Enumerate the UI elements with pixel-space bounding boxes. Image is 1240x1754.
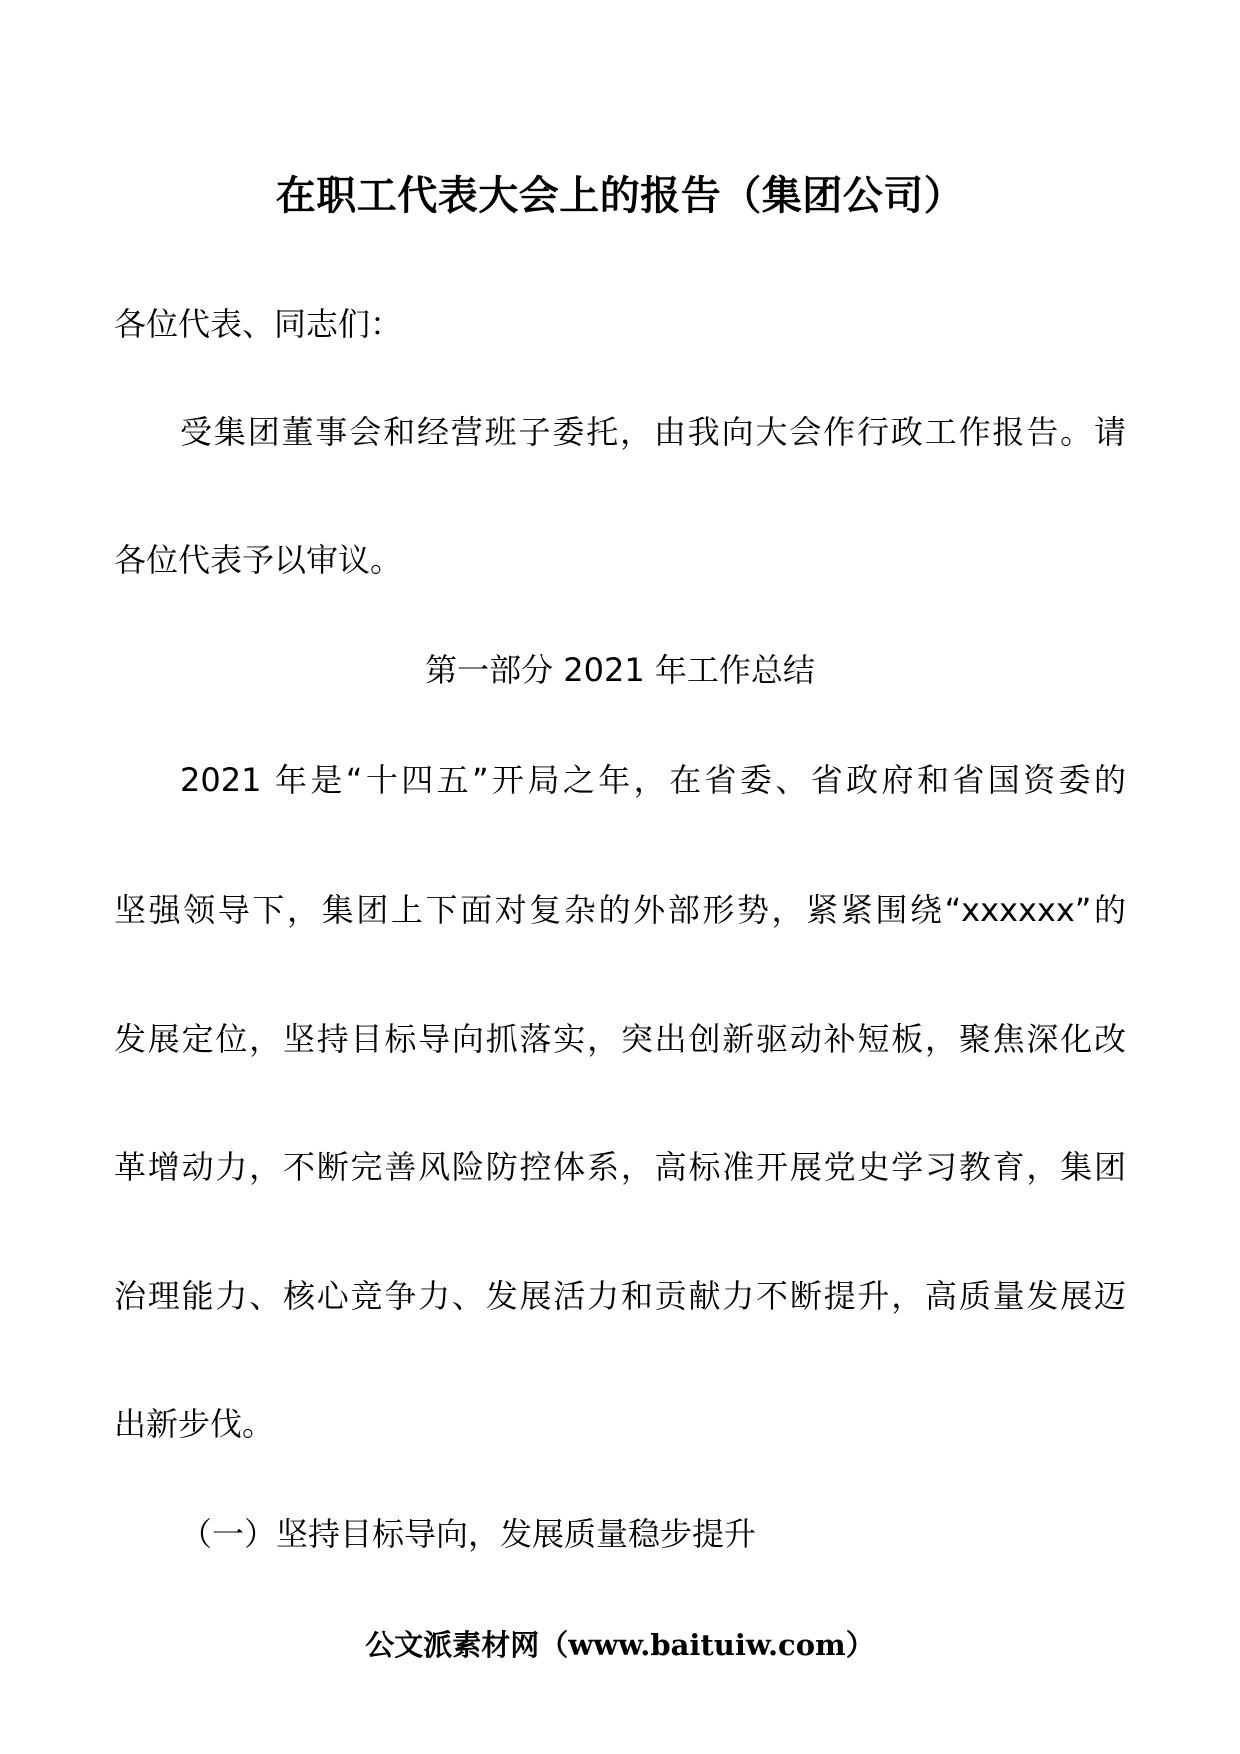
- summary-line-3: 发展定位，坚持目标导向抓落实，突出创新驱动补短板，聚焦深化改: [114, 1020, 1126, 1058]
- footer-source: 公文派素材网（www.baituiw.com）: [365, 1628, 875, 1662]
- salutation: 各位代表、同志们：: [114, 305, 403, 343]
- section-heading: 第一部分 2021 年工作总结: [425, 651, 815, 689]
- summary-line-2: 坚强领导下，集团上下面对复杂的外部形势，紧紧围绕“xxxxxx”的: [114, 891, 1126, 929]
- summary-line-1: 2021 年是“十四五”开局之年，在省委、省政府和省国资委的: [180, 761, 1126, 799]
- subheading: （一）坚持目标导向，发展质量稳步提升: [180, 1515, 757, 1553]
- document-title: 在职工代表大会上的报告（集团公司）: [275, 173, 965, 219]
- intro-line-2: 各位代表予以审议。: [114, 541, 403, 579]
- summary-line-4: 革增动力，不断完善风险防控体系，高标准开展党史学习教育，集团: [114, 1148, 1126, 1186]
- intro-line-1: 受集团董事会和经营班子委托，由我向大会作行政工作报告。请: [180, 413, 1126, 451]
- summary-line-6: 出新步伐。: [114, 1405, 275, 1443]
- summary-line-5: 治理能力、核心竞争力、发展活力和贡献力不断提升，高质量发展迈: [114, 1277, 1126, 1315]
